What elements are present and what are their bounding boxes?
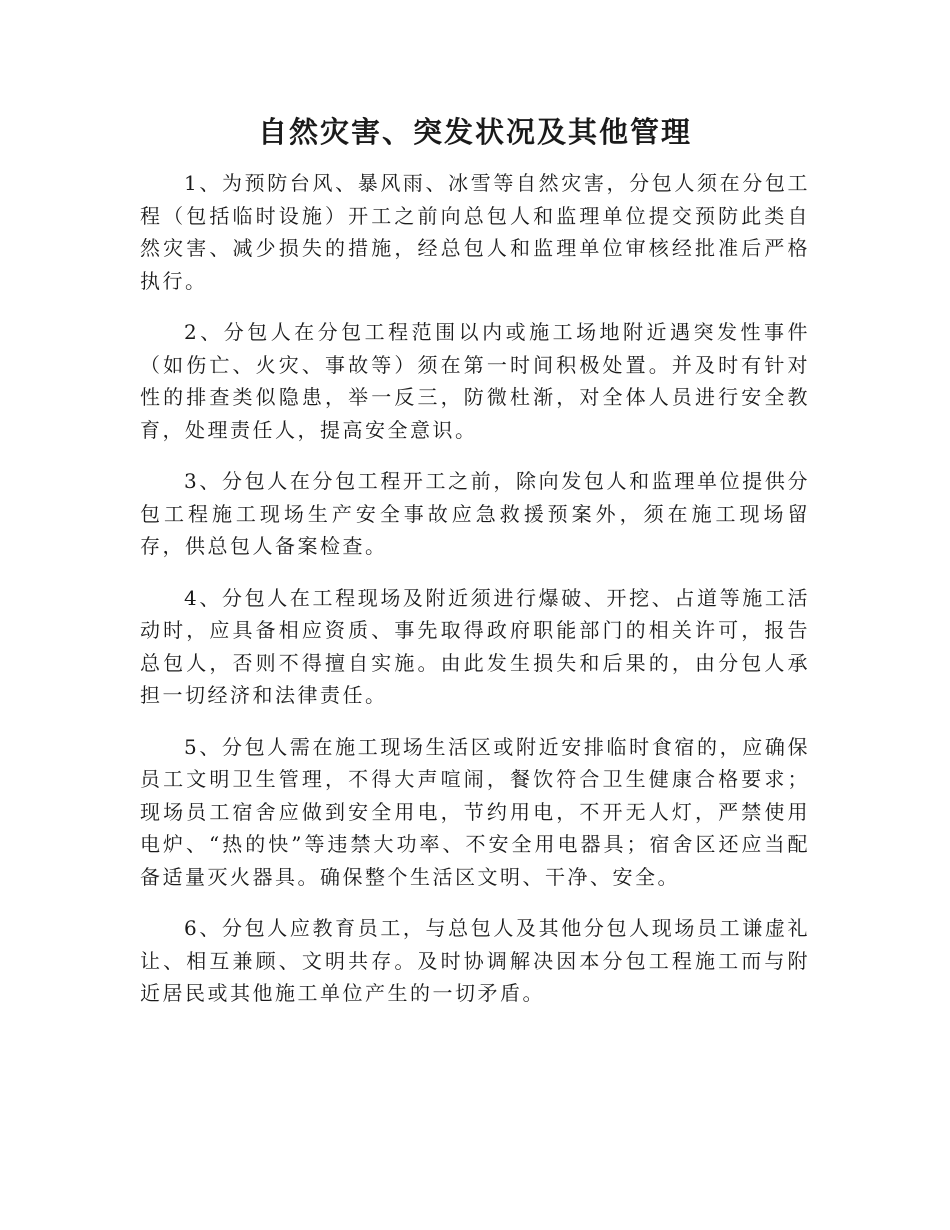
document-title: 自然灾害、突发状况及其他管理 — [257, 115, 692, 149]
paragraph-2: 2、分包人在分包工程范围以内或施工场地附近遇突发性事件（如伤亡、火灾、事故等）须在第一时间积极处置。并及时有针对性的排查类似隐患，举一反三，防微杜渐，对全体人员进行安全教育，处理责任人，提高安全意识。 — [140, 320, 810, 442]
paragraph-5: 5、分包人需在施工现场生活区或附近安排临时食宿的，应确保员工文明卫生管理，不得大声喧闹，餐饮符合卫生健康合格要求；现场员工宿舍应做到安全用电，节约用电，不开无人灯，严禁使用电炉、“热的快”等违禁大功率、不安全用电器具；宿舍区还应当配备适量灭火器具。确保整个生活区文明、干净、安全。 — [140, 734, 810, 889]
paragraph-1: 1、为预防台风、暴风雨、冰雪等自然灾害，分包人须在分包工程（包括临时设施）开工之前向总包人和监理单位提交预防此类自然灾害、减少损失的措施，经总包人和监理单位审核经批准后严格执行。 — [140, 171, 810, 293]
paragraph-3: 3、分包人在分包工程开工之前，除向发包人和监理单位提供分包工程施工现场生产安全事故应急救援预案外，须在施工现场留存，供总包人备案检查。 — [140, 469, 810, 558]
paragraph-4: 4、分包人在工程现场及附近须进行爆破、开挖、占道等施工活动时，应具备相应资质、事先取得政府职能部门的相关许可，报告总包人，否则不得擅自实施。由此发生损失和后果的，由分包人承担一切经济和法律责任。 — [140, 585, 810, 707]
paragraph-6: 6、分包人应教育员工，与总包人及其他分包人现场员工谦虚礼让、相互兼顾、文明共存。及时协调解决因本分包工程施工而与附近居民或其他施工单位产生的一切矛盾。 — [140, 916, 810, 1005]
document-body — [140, 167, 810, 1029]
